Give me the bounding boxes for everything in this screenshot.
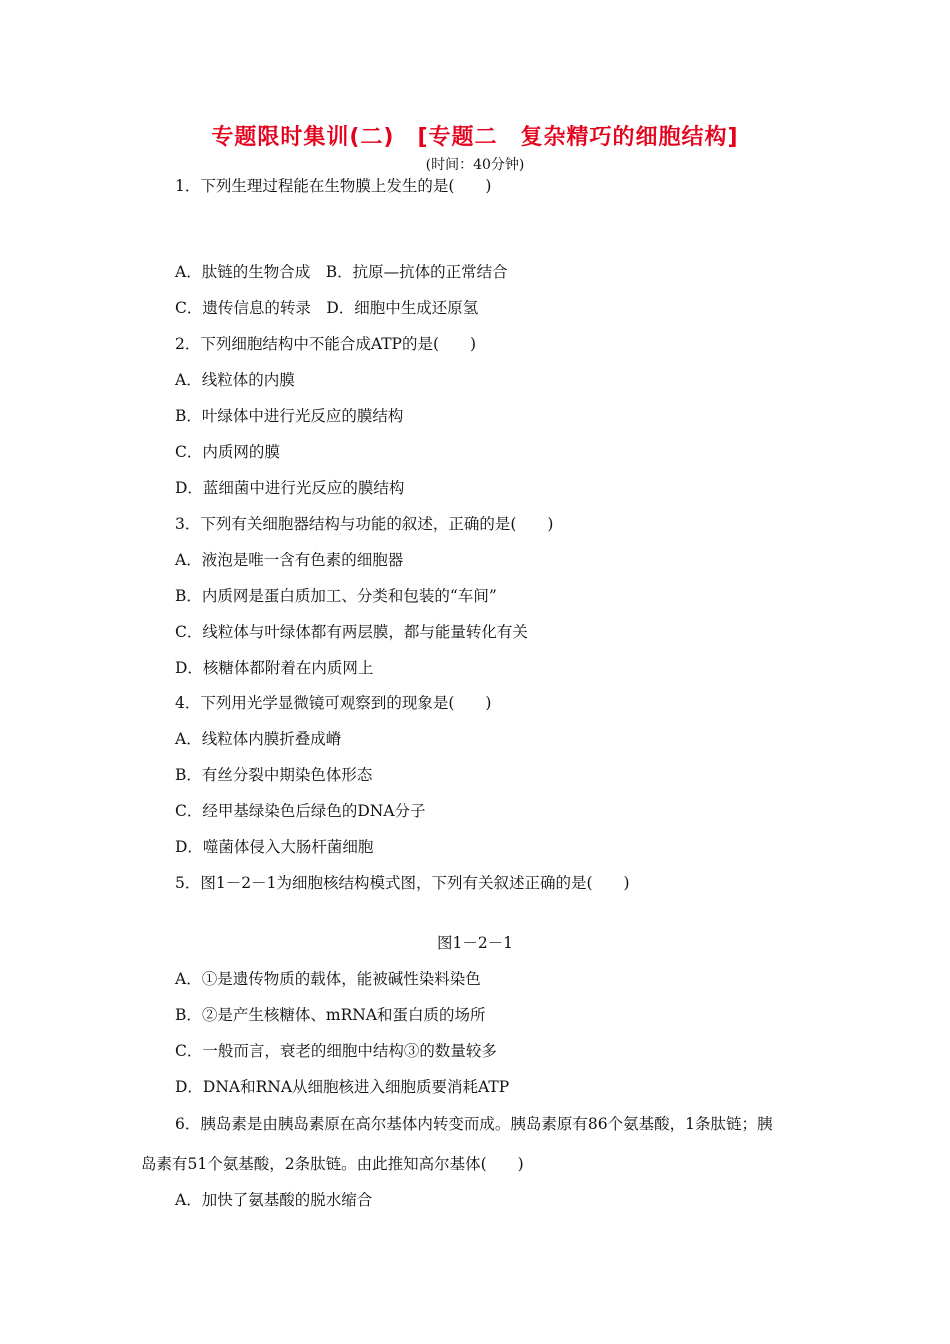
- q2-stem: 2．下列细胞结构中不能合成ATP的是( ): [175, 335, 477, 353]
- q2-option-a: A．线粒体的内膜: [175, 371, 295, 389]
- q4-option-d: D．噬菌体侵入大肠杆菌细胞: [175, 838, 374, 856]
- q5-option-b: B．②是产生核糖体、mRNA和蛋白质的场所: [175, 1006, 486, 1024]
- q3-option-b: B．内质网是蛋白质加工、分类和包装的“车间”: [175, 587, 497, 605]
- q4-option-b: B．有丝分裂中期染色体形态: [175, 766, 373, 784]
- q1-options-cd: C．遗传信息的转录 D．细胞中生成还原氢: [175, 299, 479, 317]
- q1-options-ab: A．肽链的生物合成 B．抗原—抗体的正常结合: [175, 263, 508, 281]
- q3-option-a: A．液泡是唯一含有色素的细胞器: [175, 551, 404, 569]
- q5-stem: 5．图1－2－1为细胞核结构模式图，下列有关叙述正确的是( ): [175, 874, 630, 892]
- page-title: 专题限时集训(二) [专题二 复杂精巧的细胞结构]: [211, 125, 739, 150]
- q4-stem: 4．下列用光学显微镜可观察到的现象是( ): [175, 694, 492, 712]
- q3-stem: 3．下列有关细胞器结构与功能的叙述，正确的是( ): [175, 515, 554, 533]
- q4-option-a: A．线粒体内膜折叠成嵴: [175, 730, 342, 748]
- q1-stem: 1．下列生理过程能在生物膜上发生的是( ): [175, 177, 492, 195]
- q2-option-b: B．叶绿体中进行光反应的膜结构: [175, 407, 404, 425]
- q4-option-c: C．经甲基绿染色后绿色的DNA分子: [175, 802, 426, 820]
- q3-option-c: C．线粒体与叶绿体都有两层膜，都与能量转化有关: [175, 623, 528, 641]
- figure-caption: 图1－2－1: [436, 934, 514, 952]
- q2-option-d: D．蓝细菌中进行光反应的膜结构: [175, 479, 405, 497]
- q6-stem-line2: 岛素有51个氨基酸，2条肽链。由此推知高尔基体( ): [141, 1155, 524, 1173]
- q2-option-c: C．内质网的膜: [175, 443, 280, 461]
- q5-option-d: D．DNA和RNA从细胞核进入细胞质要消耗ATP: [175, 1078, 510, 1096]
- q6-stem-line1: 6．胰岛素是由胰岛素原在高尔基体内转变而成。胰岛素原有86个氨基酸，1条肽链；胰: [175, 1115, 773, 1133]
- q6-option-a: A．加快了氨基酸的脱水缩合: [175, 1191, 373, 1209]
- q5-option-a: A．①是遗传物质的载体，能被碱性染料染色: [175, 970, 481, 988]
- time-note: (时间：40分钟): [425, 157, 525, 173]
- q5-option-c: C．一般而言，衰老的细胞中结构③的数量较多: [175, 1042, 497, 1060]
- q3-option-d: D．核糖体都附着在内质网上: [175, 659, 374, 677]
